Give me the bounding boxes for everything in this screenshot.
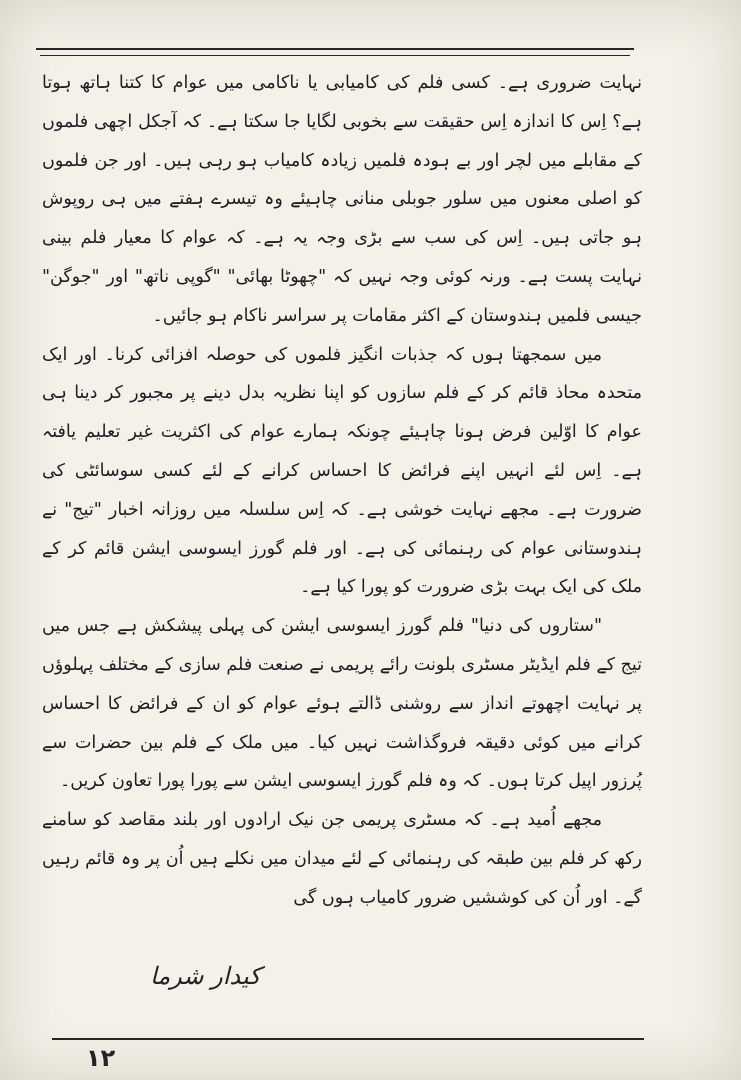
paragraph-1: نہایت ضروری ہے۔ کسی فلم کی کامیابی یا ناکامی میں عوام کا کتنا ہاتھ ہوتا ہے؟ اِس کا اندازہ اِس حقیقت سے بخوبی لگایا جا سکتا ہے۔ کہ آجکل اچھی فلموں کے مقابلے میں لچر اور بے ہودہ فلمیں زیادہ کامیاب ہو رہی ہیں۔ اور جن فلموں کو اصلی معنوں میں سلور جوبلی منانی چاہیئے وہ تیسرے ہفتے میں ہی روپوش ہو جاتی ہیں۔ اِس کی سب سے بڑی وجہ یہ ہے۔ کہ عوام کا معیار فلم بینی نہایت پست ہے۔ ورنہ کوئی وجہ نہیں کہ "چھوٹا بھائی" "گوپی ناتھ" اور "جوگن" جیسی فلمیں ہندوستان کے اکثر مقامات پر سراسر ناکام ہو جائیں۔: [42, 73, 642, 326]
paragraph-3: "ستاروں کی دنیا" فلم گورز ایسوسی ایشن کی پہلی پیشکش ہے جس میں تیج کے فلم ایڈیٹر مسٹری بلونت رائے پریمی نے صنعت فلم سازی کے مختلف پہلوؤں پر نہایت اچھوتے انداز سے روشنی ڈالتے ہوئے عوام کو ان کے فرائض کا احساس کرانے میں کوئی دقیقہ فروگذاشت نہیں کیا۔ میں ملک کے فلم بین حضرات سے پُرزور اپیل کرتا ہوں۔ کہ وہ فلم گورز ایسوسی ایشن سے پورا پورا تعاون کریں۔: [42, 616, 642, 792]
author-signature: کیدار شرما: [150, 962, 261, 990]
header-rule-thin: [40, 55, 630, 56]
footer-rule: [52, 1038, 644, 1040]
paragraph-2: میں سمجھتا ہوں کہ جذبات انگیز فلموں کی حوصلہ افزائی کرنا۔ اور ایک متحدہ محاذ قائم کر کے فلم سازوں کو اپنا نظریہ بدل دینے پر مجبور کر دینا ہی عوام کا اوّلین فرض ہونا چاہیئے چونکہ ہمارے عوام کی اکثریت غیر تعلیم یافتہ ہے۔ اِس لئے انہیں اپنے فرائض کا احساس کرانے کے لئے کسی سوسائٹی کی ضرورت ہے۔ مجھے نہایت خوشی ہے۔ کہ اِس سلسلہ میں روزانہ اخبار "تیج" نے ہندوستانی عوام کی رہنمائی کی ہے۔ اور فلم گورز ایسوسی ایشن قائم کر کے ملک کی ایک بہت بڑی ضرورت کو پورا کیا ہے۔: [42, 344, 642, 598]
page-number: ۱۲: [86, 1044, 116, 1072]
paragraph-4: مجھے اُمید ہے۔ کہ مسٹری پریمی جن نیک ارادوں اور بلند مقاصد کو سامنے رکھ کر فلم بین طبقہ کی رہنمائی کے لئے میدان میں نکلے ہیں اُن پر وہ قائم رہیں گے۔ اور اُن کی کوششیں ضرور کامیاب ہوں گی: [42, 810, 642, 908]
header-rule-thick: [36, 48, 634, 50]
article-body: [42, 64, 642, 918]
